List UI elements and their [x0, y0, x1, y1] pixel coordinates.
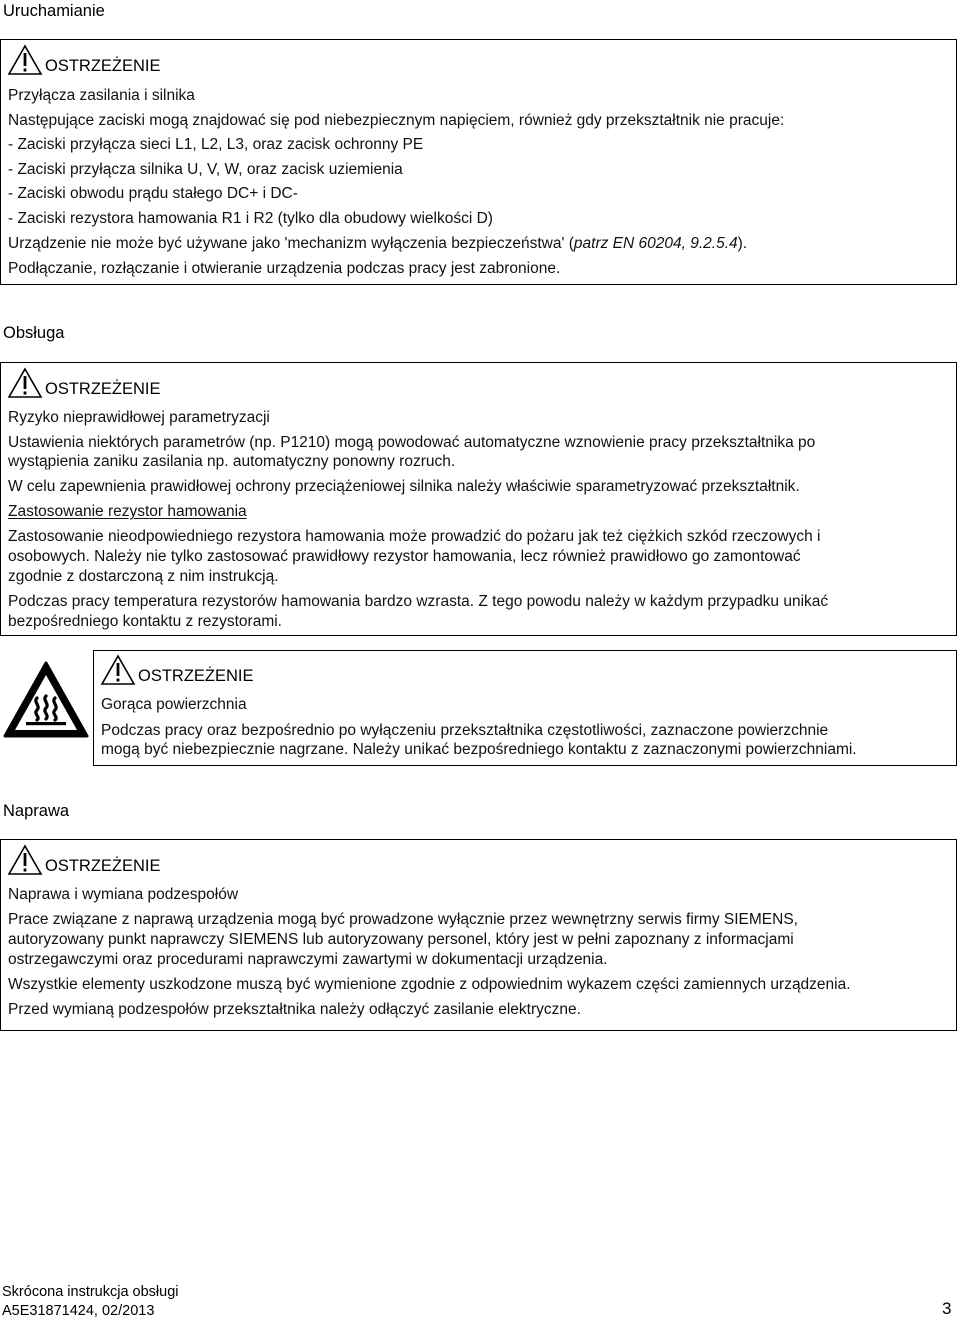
warning-header: [100, 654, 254, 686]
list-item: - Zaciski obwodu prądu stałego DC+ i DC-: [8, 185, 298, 202]
warning-label: OSTRZEŻENIE: [138, 667, 254, 685]
text-line: autoryzowany punkt naprawczy SIEMENS lub autoryzowany personel, który jest w pełni zapoznany z informacjami: [8, 931, 794, 948]
standard-reference: patrz EN 60204, 9.2.5.4: [573, 235, 738, 252]
page-number: 3: [942, 1299, 952, 1318]
text-line-standard-ref: Urządzenie nie może być używane jako 'mechanizm wyłączenia bezpieczeństwa' (patrz EN 60204, 9.2.5.4).: [8, 235, 748, 252]
warning-box-parametrization: [0, 362, 957, 636]
warning-label: OSTRZEŻENIE: [45, 857, 161, 875]
footer-doc-title: Skrócona instrukcja obsługi: [2, 1284, 179, 1300]
warning-subtitle: Naprawa i wymiana podzespołów: [8, 886, 239, 903]
text-line: Prace związane z naprawą urządzenia mogą być prowadzone wyłącznie przez wewnętrzny serwis firmy SIEMENS,: [8, 911, 798, 928]
list-item: - Zaciski rezystora hamowania R1 i R2 (tylko dla obudowy wielkości D): [8, 210, 493, 227]
section-heading-start: Uruchamianie: [3, 2, 105, 20]
text-line: W celu zapewnienia prawidłowej ochrony przeciążeniowej silnika należy właściwie sparametryzować przekształtnik.: [8, 478, 800, 495]
section-heading-operation: Obsługa: [3, 324, 65, 342]
warning-subtitle: Przyłącza zasilania i silnika: [8, 87, 195, 104]
text-line: Następujące zaciski mogą znajdować się pod niebezpiecznym napięciem, również gdy przekształtnik nie pracuje:: [8, 112, 785, 129]
warning-subtitle-brake-resistor: Zastosowanie rezystor hamowania: [8, 503, 247, 520]
warning-header: [7, 844, 161, 876]
text-line: zgodnie z dostarczoną z nim instrukcją.: [8, 568, 279, 585]
text-line: Zastosowanie nieodpowiedniego rezystora hamowania może prowadzić do pożaru jak też ciężkich szkód rzeczowych i: [8, 528, 821, 545]
warning-label: OSTRZEŻENIE: [45, 57, 161, 75]
text-line: Podłączanie, rozłączanie i otwieranie urządzenia podczas pracy jest zabronione.: [8, 260, 561, 277]
warning-header: [7, 367, 161, 399]
list-item: - Zaciski przyłącza silnika U, V, W, oraz zacisk uziemienia: [8, 161, 403, 178]
warning-subtitle: Gorąca powierzchnia: [101, 696, 247, 713]
warning-triangle-icon: [7, 367, 43, 399]
footer-doc-id: A5E31871424, 02/2013: [2, 1303, 155, 1319]
text-line: Ustawienia niektórych parametrów (np. P1210) mogą powodować automatyczne wznowienie pracy przekształtnika po: [8, 434, 816, 451]
text-line: bezpośredniego kontaktu z rezystorami.: [8, 613, 282, 630]
text-line: ostrzegawczymi oraz procedurami naprawczymi zawartymi w dokumentacji urządzenia.: [8, 951, 608, 968]
warning-triangle-icon: [7, 844, 43, 876]
warning-triangle-icon: [100, 654, 136, 686]
warning-box-power-connections: [0, 39, 957, 285]
warning-label: OSTRZEŻENIE: [45, 380, 161, 398]
section-heading-repair: Naprawa: [3, 802, 70, 820]
list-item: - Zaciski przyłącza sieci L1, L2, L3, oraz zacisk ochronny PE: [8, 136, 424, 153]
text-line: Wszystkie elementy uszkodzone muszą być wymienione zgodnie z odpowiednim wykazem części zamiennych urządzenia.: [8, 976, 851, 993]
text-line: Podczas pracy temperatura rezystorów hamowania bardzo wzrasta. Z tego powodu należy w każdym przypadku unikać: [8, 593, 829, 610]
warning-header: [7, 44, 161, 76]
text-line: mogą być niebezpiecznie nagrzane. Należy unikać bezpośredniego kontaktu z zaznaczonymi powierzchniami.: [101, 741, 857, 758]
warning-subtitle: Ryzyko nieprawidłowej parametryzacji: [8, 409, 270, 426]
text-line: Podczas pracy oraz bezpośrednio po wyłączeniu przekształtnika częstotliwości, zaznaczone powierzchnie: [101, 722, 829, 739]
hot-surface-icon: [2, 660, 90, 740]
warning-triangle-icon: [7, 44, 43, 76]
warning-box-repair: [0, 839, 957, 1031]
text-line: wystąpienia zaniku zasilania np. automatyczny ponowny rozruch.: [8, 453, 456, 470]
warning-box-hot-surface: [93, 650, 957, 766]
text-line: Przed wymianą podzespołów przekształtnika należy odłączyć zasilanie elektryczne.: [8, 1001, 581, 1018]
text-line: osobowych. Należy nie tylko zastosować prawidłowy rezystor hamowania, lecz również prawidłowo go zamontować: [8, 548, 801, 565]
